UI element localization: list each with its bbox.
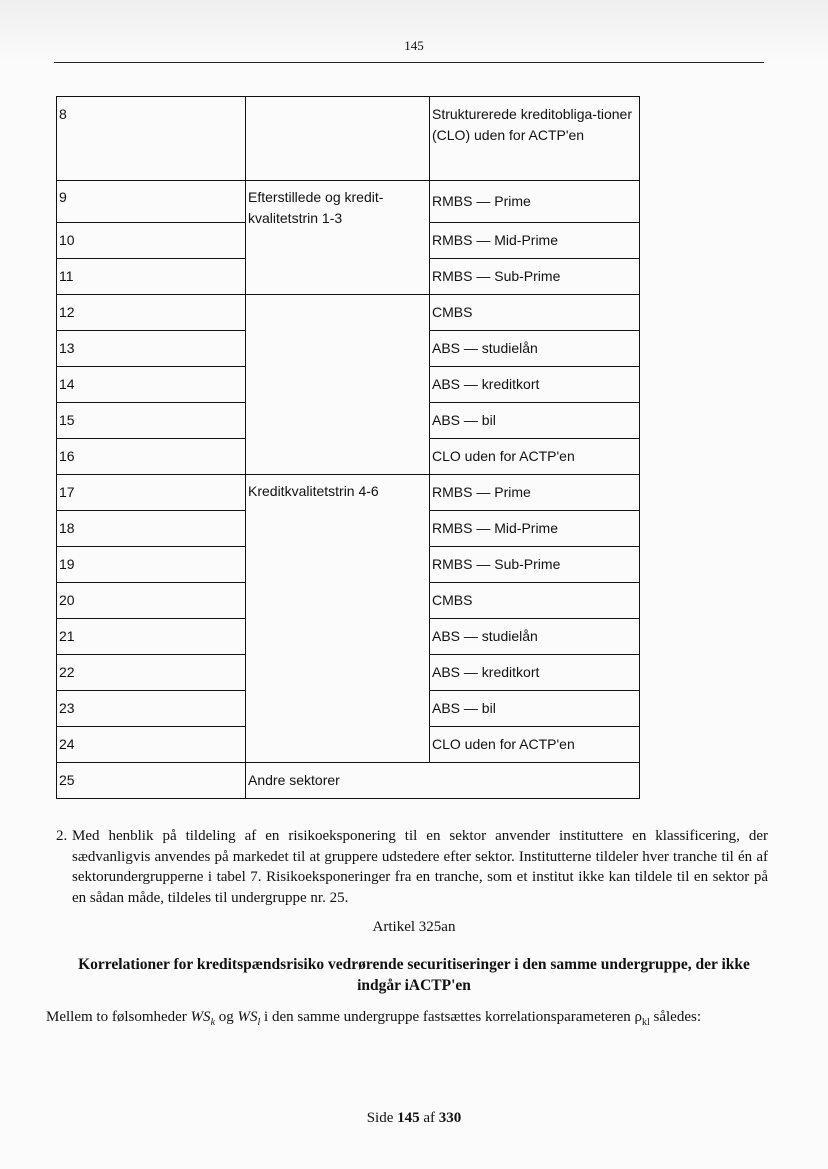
sector-cell: RMBS — Mid-Prime [430,223,640,259]
paragraph-2 [56,826,768,908]
sector-cell: ABS — studielån [430,331,640,367]
subgroup-number: 24 [57,727,246,763]
body-lead: Mellem to følsomheder [46,1009,187,1025]
sector-cell: CLO uden for ACTP'en [430,439,640,475]
subgroup-number: 19 [57,547,246,583]
sector-cell: RMBS — Prime [430,475,640,511]
subgroup-number: 8 [57,97,246,181]
subgroup-number: 22 [57,655,246,691]
article-number: Artikel 325an [372,919,456,935]
header-rule [54,62,764,63]
subgroup-number: 23 [57,691,246,727]
paragraph-number: 2. [56,828,68,844]
table-row [57,763,640,799]
correlation-paragraph [46,1007,768,1033]
subgroup-number: 13 [57,331,246,367]
footer-total: 330 [438,1110,462,1126]
article-title: Korrelationer for kreditspændsrisiko vedrørende securitiseringer i den samme undergruppe, der ikke indgår iACTP'en [78,956,750,994]
subgroup-number: 20 [57,583,246,619]
subgroup-number: 11 [57,259,246,295]
subscript-k: k [210,1017,216,1028]
sector-cell: RMBS — Sub-Prime [430,259,640,295]
paragraph-text: Med henblik på tildeling af en risikoeksponering til en sektor anvender instituttere en klassificering, der sædvanligvis anvendes på markedet til at gruppere udstedere efter sektor. Institutterne tildeler hver tranche til én af sektorundergrupperne i tabel 7. Risikoeksponeringer fra en tranche, som et institut ikke kan tildele til en sektor på en sådan måde, tildeles til undergruppe nr. 25. [72,828,768,906]
sector-cell: RMBS — Mid-Prime [430,511,640,547]
sector-cell: CMBS [430,295,640,331]
ws-symbol: WS [190,1009,211,1025]
credit-quality-cell: Kreditkvalitetstrin 4-6 [246,475,430,763]
sector-cell: Strukturerede kreditobliga-tioner (CLO) uden for ACTP'en [430,97,640,181]
sector-cell: ABS — bil [430,691,640,727]
sector-cell: RMBS — Sub-Prime [430,547,640,583]
subgroup-number: 21 [57,619,246,655]
subgroup-number: 14 [57,367,246,403]
rho-subscript: kl [641,1017,650,1028]
body-og: og [218,1009,234,1025]
subgroup-number: 12 [57,295,246,331]
rho-symbol: ρ [634,1009,642,1025]
footer-mid: af [423,1110,436,1126]
body-mid: i den samme undergruppe fastsættes korrelationsparameteren [264,1009,631,1025]
credit-quality-cell [246,295,430,475]
sector-cell: CMBS [430,583,640,619]
subgroup-number: 18 [57,511,246,547]
other-sectors-cell: Andre sektorer [246,763,640,799]
table-row [57,295,640,331]
sector-cell: ABS — kreditkort [430,367,640,403]
footer-page: 145 [397,1110,420,1126]
page-footer [0,1110,828,1127]
sector-cell: ABS — kreditkort [430,655,640,691]
subgroup-number: 15 [57,403,246,439]
subscript-l: l [257,1017,261,1028]
credit-quality-cell [246,97,430,181]
ws-symbol: WS [237,1009,258,1025]
subgroup-number: 9 [57,181,246,223]
table-row [57,475,640,511]
scan-shade [0,0,828,64]
subgroup-number: 25 [57,763,246,799]
subgroup-number: 16 [57,439,246,475]
sector-cell: RMBS — Prime [430,181,640,223]
sector-cell: CLO uden for ACTP'en [430,727,640,763]
page-number: 145 [404,38,424,53]
sector-cell: ABS — studielån [430,619,640,655]
credit-quality-cell: Efterstillede og kredit-kvalitetstrin 1-3 [246,181,430,295]
subgroup-table [56,96,640,799]
footer-prefix: Side [366,1110,394,1126]
subgroup-number: 17 [57,475,246,511]
table-row [57,181,640,223]
table-row [57,97,640,181]
subgroup-number: 10 [57,223,246,259]
sector-cell: ABS — bil [430,403,640,439]
body-tail: således: [653,1009,701,1025]
